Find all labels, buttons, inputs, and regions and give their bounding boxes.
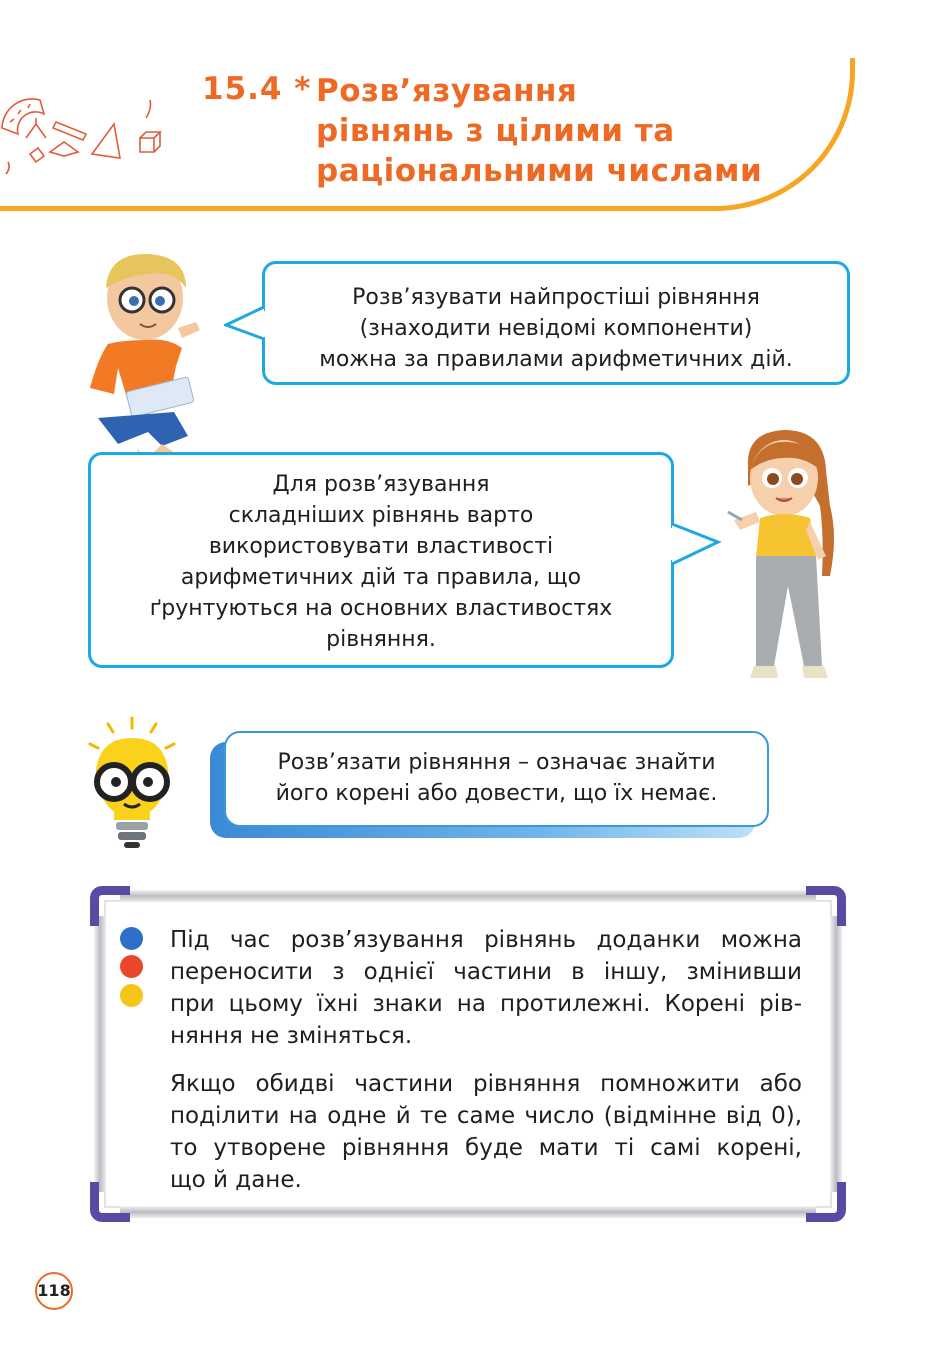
rule-line: поділити на одне й те саме число (відмінне від 0), [170, 1103, 802, 1129]
speech-bubble-boy [262, 261, 850, 385]
chapter-header [0, 58, 935, 208]
definition-box [224, 731, 769, 827]
bubble-line: арифметичних дій та правила, що [180, 565, 582, 590]
section-title-line: рівнянь з цілими та [316, 113, 675, 149]
bubble-line: Для розв’язування [272, 472, 490, 497]
rule-line: Під час розв’язування рівнянь доданки можна [170, 927, 802, 953]
bubble-line: рівняння. [326, 627, 436, 652]
bubble-line: Розв’язувати найпростіші рівняння [352, 285, 760, 310]
definition-line: його корені або довести, що їх немає. [275, 781, 718, 806]
section-title-line: раціональними числами [316, 153, 763, 189]
rule-line: що й дане. [170, 1167, 302, 1193]
girl-character-illustration [726, 426, 856, 688]
rule-line: при цьому їхні знаки на протилежні. Корені рів- [170, 991, 802, 1017]
rule-line: няння не зміняться. [170, 1023, 413, 1049]
board-corner [90, 886, 130, 926]
rule-line: то утворене рівняння буде мати ті самі корені, [170, 1135, 802, 1161]
rule-paragraph-1 [170, 924, 802, 1052]
bubble-tail-girl [670, 520, 722, 570]
bubble-line: ґрунтуються на основних властивостях [149, 596, 613, 621]
board-rail-top [120, 890, 816, 902]
bubble-line: можна за правилами арифметичних дій. [319, 347, 793, 372]
geometry-doodles-icon [0, 78, 170, 178]
board-rail-bottom [120, 1206, 816, 1218]
bubble-tail-boy [224, 305, 266, 345]
board-corner [806, 1182, 846, 1222]
section-number: 15.4 * [202, 71, 312, 107]
bubble-line: (знаходити невідомі компоненти) [359, 316, 753, 341]
definition-line: Розв’язати рівняння – означає знайти [277, 750, 716, 775]
board-rail-left [94, 916, 106, 1192]
page-number: 118 [35, 1272, 73, 1310]
rule-line: Якщо обидві частини рівняння помножити або [170, 1071, 802, 1097]
section-title-line: Розв’язування [316, 73, 578, 109]
board-corner [90, 1182, 130, 1222]
section-title [316, 71, 762, 191]
board-rail-right [830, 916, 842, 1192]
rule-line: переносити з однієї частини в іншу, змінивши [170, 959, 802, 985]
board-corner [806, 886, 846, 926]
bullet-dot-red [120, 955, 143, 978]
bubble-line: складніших рівнянь варто [228, 503, 534, 528]
bullet-dot-blue [120, 927, 143, 950]
bullet-dot-yellow [120, 984, 143, 1007]
lightbulb-glasses-icon [80, 716, 190, 850]
rule-paragraph-2 [170, 1068, 802, 1196]
speech-bubble-girl [88, 452, 674, 668]
bubble-line: використовувати властивості [208, 534, 554, 559]
